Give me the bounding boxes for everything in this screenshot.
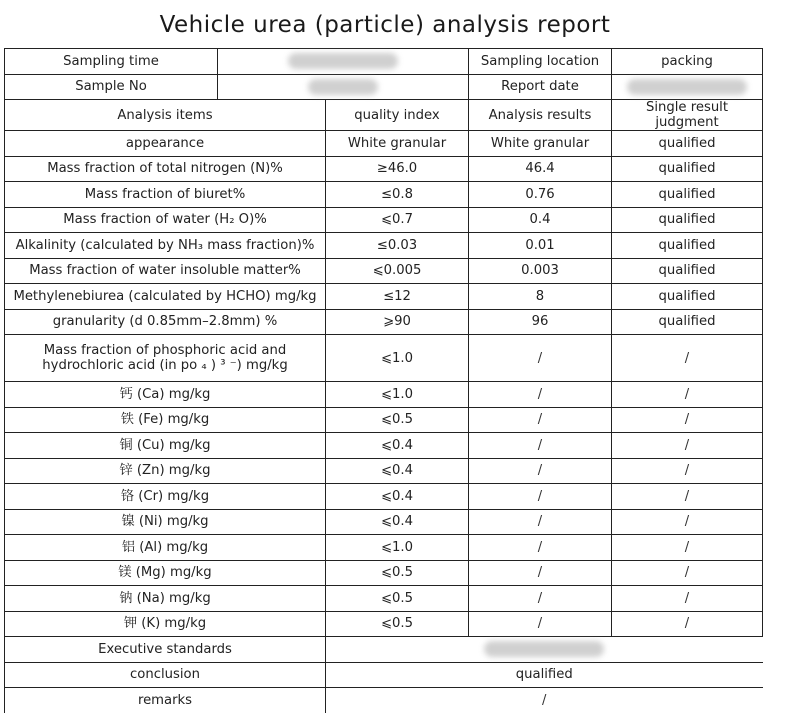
sampling-time-label: Sampling time bbox=[5, 49, 218, 75]
analysis-result-cell: / bbox=[469, 611, 612, 637]
analysis-result-cell: 0.76 bbox=[469, 182, 612, 208]
table-row bbox=[5, 335, 763, 382]
executive-standards-label: Executive standards bbox=[5, 637, 326, 663]
analysis-result-cell: / bbox=[469, 560, 612, 586]
table-row bbox=[5, 586, 763, 612]
analysis-item-cell: 钠 (Na) mg/kg bbox=[5, 586, 326, 612]
table-row bbox=[5, 156, 763, 182]
analysis-result-cell: / bbox=[469, 382, 612, 408]
judgment-cell: / bbox=[612, 484, 763, 510]
analysis-result-cell: / bbox=[469, 335, 612, 382]
report-date-label: Report date bbox=[469, 74, 612, 100]
judgment-cell: / bbox=[612, 611, 763, 637]
analysis-item-cell: 钾 (K) mg/kg bbox=[5, 611, 326, 637]
analysis-result-cell: / bbox=[469, 458, 612, 484]
sampling-time-value bbox=[218, 49, 469, 75]
judgment-cell: qualified bbox=[612, 131, 763, 157]
analysis-result-cell: 0.4 bbox=[469, 207, 612, 233]
analysis-item-cell: Mass fraction of water insoluble matter% bbox=[5, 258, 326, 284]
analysis-item-cell: 铝 (Al) mg/kg bbox=[5, 535, 326, 561]
table-row bbox=[5, 407, 763, 433]
table-row bbox=[5, 131, 763, 157]
sample-no-row bbox=[5, 74, 763, 100]
judgment-cell: / bbox=[612, 560, 763, 586]
analysis-item-cell: 镁 (Mg) mg/kg bbox=[5, 560, 326, 586]
remarks-row bbox=[5, 688, 763, 713]
table-row bbox=[5, 284, 763, 310]
analysis-item-cell: Mass fraction of phosphoric acid and hydrochloric acid (in po ₄ ) ³ ⁻) mg/kg bbox=[5, 335, 326, 382]
analysis-item-cell: granularity (d 0.85mm–2.8mm) % bbox=[5, 309, 326, 335]
sampling-location-label: Sampling location bbox=[469, 49, 612, 75]
conclusion-row bbox=[5, 662, 763, 688]
quality-index-cell: ⩽0.005 bbox=[326, 258, 469, 284]
table-row bbox=[5, 611, 763, 637]
quality-index-cell: ⩽0.7 bbox=[326, 207, 469, 233]
quality-index-cell: ⩽0.4 bbox=[326, 509, 469, 535]
analysis-item-cell: Mass fraction of biuret% bbox=[5, 182, 326, 208]
analysis-item-cell: 锌 (Zn) mg/kg bbox=[5, 458, 326, 484]
quality-index-cell: ≤0.8 bbox=[326, 182, 469, 208]
col-quality-index: quality index bbox=[326, 100, 469, 131]
analysis-result-cell: / bbox=[469, 484, 612, 510]
report-title: Vehicle urea (particle) analysis report bbox=[159, 12, 611, 38]
quality-index-cell: ⩾90 bbox=[326, 309, 469, 335]
remarks-value: / bbox=[326, 688, 763, 713]
redacted-value bbox=[308, 79, 378, 95]
redacted-value bbox=[288, 53, 398, 69]
judgment-cell: / bbox=[612, 535, 763, 561]
table-row bbox=[5, 433, 763, 459]
judgment-cell: qualified bbox=[612, 284, 763, 310]
table-row bbox=[5, 309, 763, 335]
table-row bbox=[5, 233, 763, 259]
analysis-item-cell: Mass fraction of water (H₂ O)% bbox=[5, 207, 326, 233]
quality-index-cell: ⩽0.5 bbox=[326, 611, 469, 637]
judgment-cell: qualified bbox=[612, 309, 763, 335]
sampling-time-row bbox=[5, 49, 763, 75]
quality-index-cell: ⩽1.0 bbox=[326, 335, 469, 382]
col-analysis-items: Analysis items bbox=[5, 100, 326, 131]
table-row bbox=[5, 258, 763, 284]
judgment-cell: / bbox=[612, 382, 763, 408]
analysis-result-cell: 46.4 bbox=[469, 156, 612, 182]
quality-index-cell: ≤12 bbox=[326, 284, 469, 310]
judgment-cell: / bbox=[612, 335, 763, 382]
table-row bbox=[5, 382, 763, 408]
table-row bbox=[5, 458, 763, 484]
analysis-result-cell: / bbox=[469, 433, 612, 459]
table-row bbox=[5, 182, 763, 208]
col-analysis-results: Analysis results bbox=[469, 100, 612, 131]
analysis-result-cell: 8 bbox=[469, 284, 612, 310]
report-date-value bbox=[612, 74, 763, 100]
analysis-item-cell: 镍 (Ni) mg/kg bbox=[5, 509, 326, 535]
table-row bbox=[5, 509, 763, 535]
quality-index-cell: ⩽1.0 bbox=[326, 382, 469, 408]
analysis-item-cell: 铜 (Cu) mg/kg bbox=[5, 433, 326, 459]
analysis-report-table bbox=[4, 48, 763, 713]
analysis-result-cell: 96 bbox=[469, 309, 612, 335]
quality-index-cell: ≥46.0 bbox=[326, 156, 469, 182]
executive-standards-value bbox=[326, 637, 763, 663]
column-header-row bbox=[5, 100, 763, 131]
analysis-item-cell: Mass fraction of total nitrogen (N)% bbox=[5, 156, 326, 182]
analysis-result-cell: / bbox=[469, 535, 612, 561]
judgment-cell: / bbox=[612, 458, 763, 484]
analysis-item-cell: Methylenebiurea (calculated by HCHO) mg/kg bbox=[5, 284, 326, 310]
remarks-label: remarks bbox=[5, 688, 326, 713]
judgment-cell: qualified bbox=[612, 233, 763, 259]
analysis-item-cell: 钙 (Ca) mg/kg bbox=[5, 382, 326, 408]
table-row bbox=[5, 484, 763, 510]
analysis-item-cell: appearance bbox=[5, 131, 326, 157]
judgment-cell: / bbox=[612, 509, 763, 535]
judgment-cell: qualified bbox=[612, 258, 763, 284]
judgment-cell: / bbox=[612, 586, 763, 612]
redacted-value bbox=[484, 641, 604, 657]
table-row bbox=[5, 535, 763, 561]
analysis-result-cell: / bbox=[469, 586, 612, 612]
table-row bbox=[5, 207, 763, 233]
judgment-cell: qualified bbox=[612, 156, 763, 182]
sampling-location-value: packing bbox=[612, 49, 763, 75]
analysis-result-cell: 0.003 bbox=[469, 258, 612, 284]
quality-index-cell: ≤0.03 bbox=[326, 233, 469, 259]
conclusion-value: qualified bbox=[326, 662, 763, 688]
quality-index-cell: ⩽0.5 bbox=[326, 560, 469, 586]
quality-index-cell: ⩽0.4 bbox=[326, 433, 469, 459]
judgment-cell: qualified bbox=[612, 207, 763, 233]
quality-index-cell: White granular bbox=[326, 131, 469, 157]
executive-standards-row bbox=[5, 637, 763, 663]
analysis-item-cell: Alkalinity (calculated by NH₃ mass fraction)% bbox=[5, 233, 326, 259]
sample-no-value bbox=[218, 74, 469, 100]
sample-no-label: Sample No bbox=[5, 74, 218, 100]
conclusion-label: conclusion bbox=[5, 662, 326, 688]
table-row bbox=[5, 560, 763, 586]
judgment-cell: / bbox=[612, 407, 763, 433]
quality-index-cell: ⩽0.5 bbox=[326, 586, 469, 612]
analysis-result-cell: White granular bbox=[469, 131, 612, 157]
analysis-result-cell: 0.01 bbox=[469, 233, 612, 259]
analysis-result-cell: / bbox=[469, 407, 612, 433]
judgment-cell: qualified bbox=[612, 182, 763, 208]
redacted-value bbox=[627, 79, 747, 95]
quality-index-cell: ⩽0.4 bbox=[326, 484, 469, 510]
analysis-item-cell: 铬 (Cr) mg/kg bbox=[5, 484, 326, 510]
quality-index-cell: ⩽0.4 bbox=[326, 458, 469, 484]
analysis-result-cell: / bbox=[469, 509, 612, 535]
analysis-item-cell: 铁 (Fe) mg/kg bbox=[5, 407, 326, 433]
judgment-cell: / bbox=[612, 433, 763, 459]
quality-index-cell: ⩽0.5 bbox=[326, 407, 469, 433]
quality-index-cell: ⩽1.0 bbox=[326, 535, 469, 561]
col-single-result-judgment: Single result judgment bbox=[612, 100, 763, 131]
